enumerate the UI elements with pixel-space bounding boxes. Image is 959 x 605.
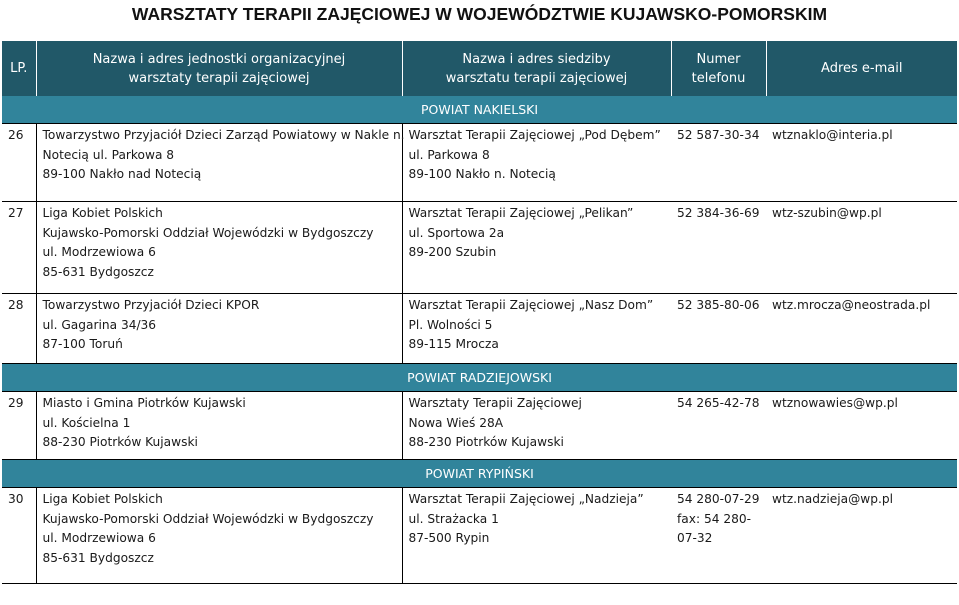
phone-line: 54 280-07-29 <box>677 492 760 506</box>
phone-line: 52 385-80-06 <box>677 298 760 312</box>
table-row <box>2 124 957 202</box>
phone-line: 52 587-30-34 <box>677 128 760 142</box>
organization-line: Notecią ul. Parkowa 8 <box>42 147 175 162</box>
organization-cell <box>36 488 402 584</box>
seat-cell <box>402 294 671 364</box>
table-row <box>2 202 957 294</box>
organization-cell <box>36 202 402 294</box>
row-number: 30 <box>2 488 36 584</box>
organization-line: 89-100 Nakło nad Notecią <box>42 167 202 181</box>
organization-line: 88-230 Piotrków Kujawski <box>42 435 198 449</box>
organization-line: Towarzystwo Przyjaciół Dzieci KPOR <box>42 298 260 312</box>
district-header-row <box>2 96 957 124</box>
header-lp: LP. <box>2 41 36 96</box>
seat-line: 87-500 Rypin <box>408 531 490 545</box>
header-seat: Nazwa i adres siedziby warsztatu terapii zajęciowej <box>402 41 671 96</box>
seat-cell <box>402 392 671 460</box>
seat-line: Nowa Wieś 28A <box>408 415 504 430</box>
phone-cell <box>671 392 766 460</box>
email-cell: wtznaklo@interia.pl <box>766 124 957 202</box>
table-row <box>2 488 957 584</box>
organization-line: Liga Kobiet Polskich <box>42 206 163 220</box>
row-number: 29 <box>2 392 36 460</box>
organization-line: 85-631 Bydgoszcz <box>42 550 154 565</box>
seat-line: 88-230 Piotrków Kujawski <box>408 435 564 449</box>
header-email: Adres e-mail <box>766 41 957 96</box>
seat-cell <box>402 488 671 584</box>
row-number: 27 <box>2 202 36 294</box>
organization-line: Liga Kobiet Polskich <box>42 492 163 506</box>
organization-line: ul. Gagarina 34/36 <box>42 317 157 332</box>
phone-cell <box>671 488 766 584</box>
table-row <box>2 392 957 460</box>
email-cell: wtznowawies@wp.pl <box>766 392 957 460</box>
organization-cell <box>36 392 402 460</box>
phone-line: 54 265-42-78 <box>677 396 760 410</box>
seat-cell <box>402 124 671 202</box>
seat-line: Warsztat Terapii Zajęciowej „Pelikan” <box>408 206 634 220</box>
workshops-table <box>2 41 957 584</box>
email-cell: wtz-szubin@wp.pl <box>766 202 957 294</box>
organization-line: Towarzystwo Przyjaciół Dzieci Zarząd Powiatowy w Nakle n. <box>42 128 405 142</box>
organization-line: Kujawsko-Pomorski Oddział Wojewódzki w Bydgoszczy <box>42 511 374 526</box>
table-header-row <box>2 41 957 96</box>
seat-line: 89-100 Nakło n. Notecią <box>408 167 556 181</box>
seat-line: ul. Sportowa 2a <box>408 225 505 240</box>
seat-line: Warsztaty Terapii Zajęciowej <box>408 396 582 410</box>
email-cell: wtz.nadzieja@wp.pl <box>766 488 957 584</box>
table-row <box>2 294 957 364</box>
seat-line: 89-200 Szubin <box>408 245 497 259</box>
district-name: POWIAT NAKIELSKI <box>2 96 957 124</box>
phone-line: 07-32 <box>677 531 713 545</box>
seat-line: 89-115 Mrocza <box>408 337 499 351</box>
seat-line: Pl. Wolności 5 <box>408 317 493 332</box>
email-cell: wtz.mrocza@neostrada.pl <box>766 294 957 364</box>
organization-line: 85-631 Bydgoszcz <box>42 264 154 279</box>
row-number: 26 <box>2 124 36 202</box>
phone-cell <box>671 124 766 202</box>
row-number: 28 <box>2 294 36 364</box>
district-header-row <box>2 460 957 488</box>
district-name: POWIAT RYPIŃSKI <box>2 460 957 488</box>
phone-cell <box>671 202 766 294</box>
organization-line: ul. Modrzewiowa 6 <box>42 531 156 545</box>
phone-line: 52 384-36-69 <box>677 206 760 220</box>
organization-cell <box>36 294 402 364</box>
organization-line: Miasto i Gmina Piotrków Kujawski <box>42 396 246 410</box>
phone-cell <box>671 294 766 364</box>
seat-line: ul. Strażacka 1 <box>408 511 499 526</box>
seat-line: ul. Parkowa 8 <box>408 147 490 162</box>
organization-cell <box>36 124 405 202</box>
seat-line: Warsztat Terapii Zajęciowej „Pod Dębem” <box>408 128 661 142</box>
page-title: WARSZTATY TERAPII ZAJĘCIOWEJ W WOJEWÓDZTWIE KUJAWSKO-POMORSKIM <box>131 4 828 24</box>
district-header-row <box>2 364 957 392</box>
organization-line: Kujawsko-Pomorski Oddział Wojewódzki w Bydgoszczy <box>42 225 374 240</box>
seat-cell <box>402 202 671 294</box>
seat-line: Warsztat Terapii Zajęciowej „Nadzieja” <box>408 492 644 506</box>
header-organization: Nazwa i adres jednostki organizacyjnej warsztaty terapii zajęciowej <box>36 41 402 96</box>
header-phone: Numer telefonu <box>671 41 766 96</box>
organization-line: ul. Modrzewiowa 6 <box>42 245 156 259</box>
seat-line: Warsztat Terapii Zajęciowej „Nasz Dom” <box>408 298 654 312</box>
phone-line: fax: 54 280- <box>677 511 751 526</box>
organization-line: 87-100 Toruń <box>42 337 123 351</box>
district-name: POWIAT RADZIEJOWSKI <box>2 364 957 392</box>
organization-line: ul. Kościelna 1 <box>42 415 131 430</box>
